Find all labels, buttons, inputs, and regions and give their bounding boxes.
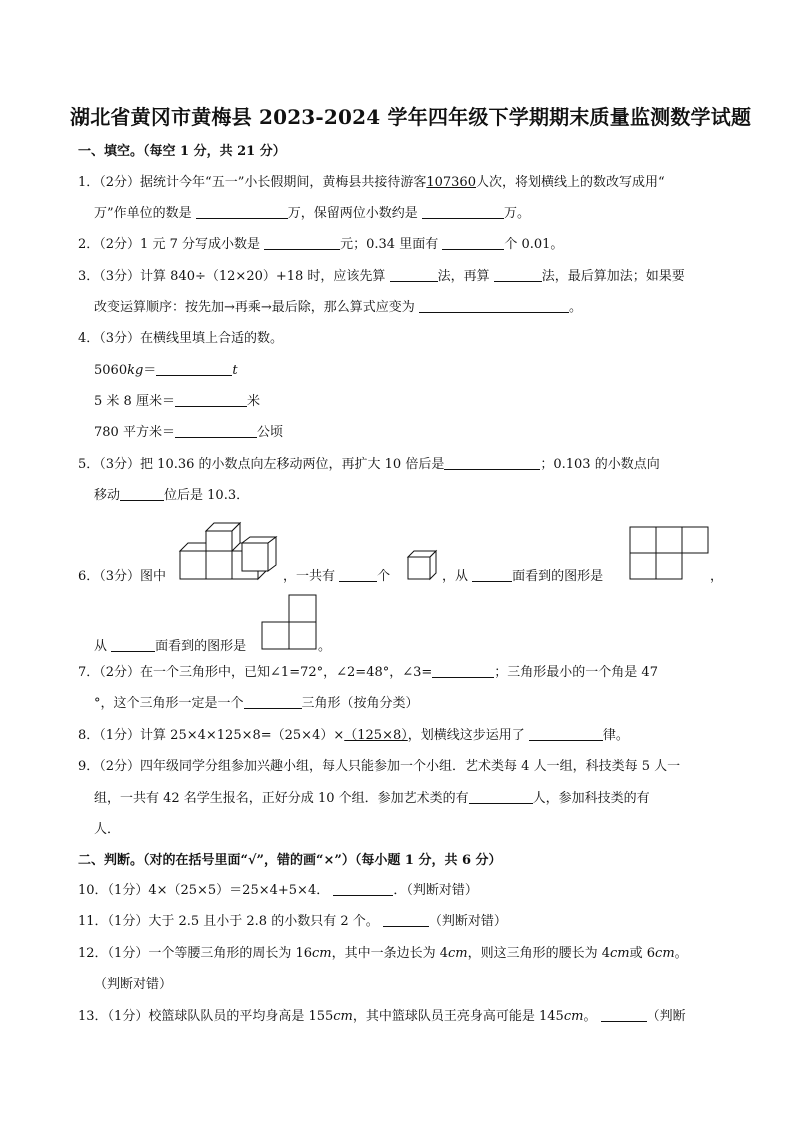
question-9-line-1: 9．（2分）四年级同学分组参加兴趣小组，每人只能参加一个小组．艺术类每 4 人一组，科技类每 5 人一 xyxy=(78,759,681,774)
answer-blank[interactable] xyxy=(264,236,340,250)
answer-blank[interactable] xyxy=(175,424,257,438)
question-1-line-2: 万”作单位的数是 万，保留两位小数约是 万。 xyxy=(94,206,530,221)
page-title: 湖北省黄冈市黄梅县 2023-2024 学年四年级下学期期末质量监测数学试题 xyxy=(70,105,752,129)
question-9-line-2: 组，一共有 42 名学生报名，正好分成 10 个组．参加艺术类的有 人，参加科技类的有 xyxy=(94,791,650,806)
question-6-line-1-a: 6．（3分）图中 xyxy=(78,569,167,584)
answer-blank[interactable] xyxy=(244,695,302,709)
question-13: 13．（1分）校篮球队队员的平均身高是 155cm，其中篮球队员王亮身高可能是 145cm。 （判断 xyxy=(78,1009,686,1024)
answer-blank[interactable] xyxy=(339,568,377,582)
answer-blank[interactable] xyxy=(419,299,569,313)
view-shape-figure-2 xyxy=(261,594,319,650)
section-heading-true-false: 二、判断。（对的在括号里面“√”，错的画“×”）（每小题 1 分，共 6 分） xyxy=(78,853,502,868)
question-7-line-1: 7．（2分）在一个三角形中，已知∠1=72°，∠2=48°，∠3= ；三角形最小的一个角是 47 xyxy=(78,665,658,680)
question-6-line-1-b: ，一共有 个 xyxy=(283,569,391,584)
question-8: 8．（1分）计算 25×4×125×8=（25×4）×（125×8），划横线这步运用了 律。 xyxy=(78,728,629,743)
question-4-part-a: 5060kg＝ t xyxy=(94,363,238,378)
section-heading-fill-blank: 一、填空。（每空 1 分，共 21 分） xyxy=(78,144,286,159)
answer-blank[interactable] xyxy=(111,638,155,652)
single-cube-icon xyxy=(406,549,438,581)
question-6-line-2: 从 面看到的图形是 xyxy=(94,639,247,654)
answer-blank[interactable] xyxy=(390,268,438,282)
answer-blank[interactable] xyxy=(529,727,603,741)
answer-blank[interactable] xyxy=(120,487,164,501)
question-5-line-2: 移动 位后是 10.3． xyxy=(94,488,250,503)
question-7-line-2: °，这个三角形一定是一个 三角形（按角分类） xyxy=(94,696,419,711)
answer-blank[interactable] xyxy=(469,790,533,804)
question-10: 10．（1分）4×（25×5）＝25×4+5×4． ．（判断对错） xyxy=(78,883,478,898)
question-11: 11．（1分）大于 2.5 且小于 2.8 的小数只有 2 个。 （判断对错） xyxy=(78,914,507,929)
answer-blank[interactable] xyxy=(472,568,512,582)
question-12-line-2: （判断对错） xyxy=(94,977,173,992)
answer-blank[interactable] xyxy=(442,236,504,250)
underlined-expression: （125×8） xyxy=(344,728,408,743)
view-shape-figure-1 xyxy=(629,526,711,580)
question-2: 2．（2分）1 元 7 分写成小数是 元；0.34 里面有 个 0.01。 xyxy=(78,237,564,252)
question-12-line-1: 12．（1分）一个等腰三角形的周长为 16cm，其中一条边长为 4cm，则这三角形的腰长为 4cm或 6cm。 xyxy=(78,946,688,961)
question-4-part-c: 780 平方米＝ 公顷 xyxy=(94,425,283,440)
question-3-line-2: 改变运算顺序：按先加→再乘→最后除，那么算式应变为 。 xyxy=(94,300,582,315)
answer-blank[interactable] xyxy=(196,205,288,219)
question-4-heading: 4．（3分）在横线里填上合适的数。 xyxy=(78,331,284,346)
question-5-line-1: 5．（3分）把 10.36 的小数点向左移动两位，再扩大 10 倍后是 ；0.103 的小数点向 xyxy=(78,457,660,472)
cube-stack-figure xyxy=(176,519,280,583)
answer-blank[interactable] xyxy=(333,882,393,896)
question-9-line-3: 人． xyxy=(94,822,121,837)
answer-blank[interactable] xyxy=(383,913,429,927)
underlined-number: 107360 xyxy=(426,175,476,190)
question-6-end: 。 xyxy=(318,639,332,654)
question-6-line-1-c: ，从 面看到的图形是 xyxy=(442,569,604,584)
answer-blank[interactable] xyxy=(494,268,542,282)
answer-blank[interactable] xyxy=(601,1008,647,1022)
answer-blank[interactable] xyxy=(432,664,494,678)
question-3-line-1: 3．（3分）计算 840÷（12×20）+18 时，应该先算 法，再算 法，最后算加法；如果要 xyxy=(78,269,685,284)
answer-blank[interactable] xyxy=(156,362,232,376)
answer-blank[interactable] xyxy=(422,205,504,219)
question-1-line-1: 1．（2分）据统计今年“五一”小长假期间，黄梅县共接待游客107360人次，将划横线上的数改写成用“ xyxy=(78,175,665,190)
answer-blank[interactable] xyxy=(444,456,540,470)
question-4-part-b: 5 米 8 厘米＝ 米 xyxy=(94,394,260,409)
question-6-comma: ， xyxy=(710,569,724,584)
answer-blank[interactable] xyxy=(175,393,247,407)
